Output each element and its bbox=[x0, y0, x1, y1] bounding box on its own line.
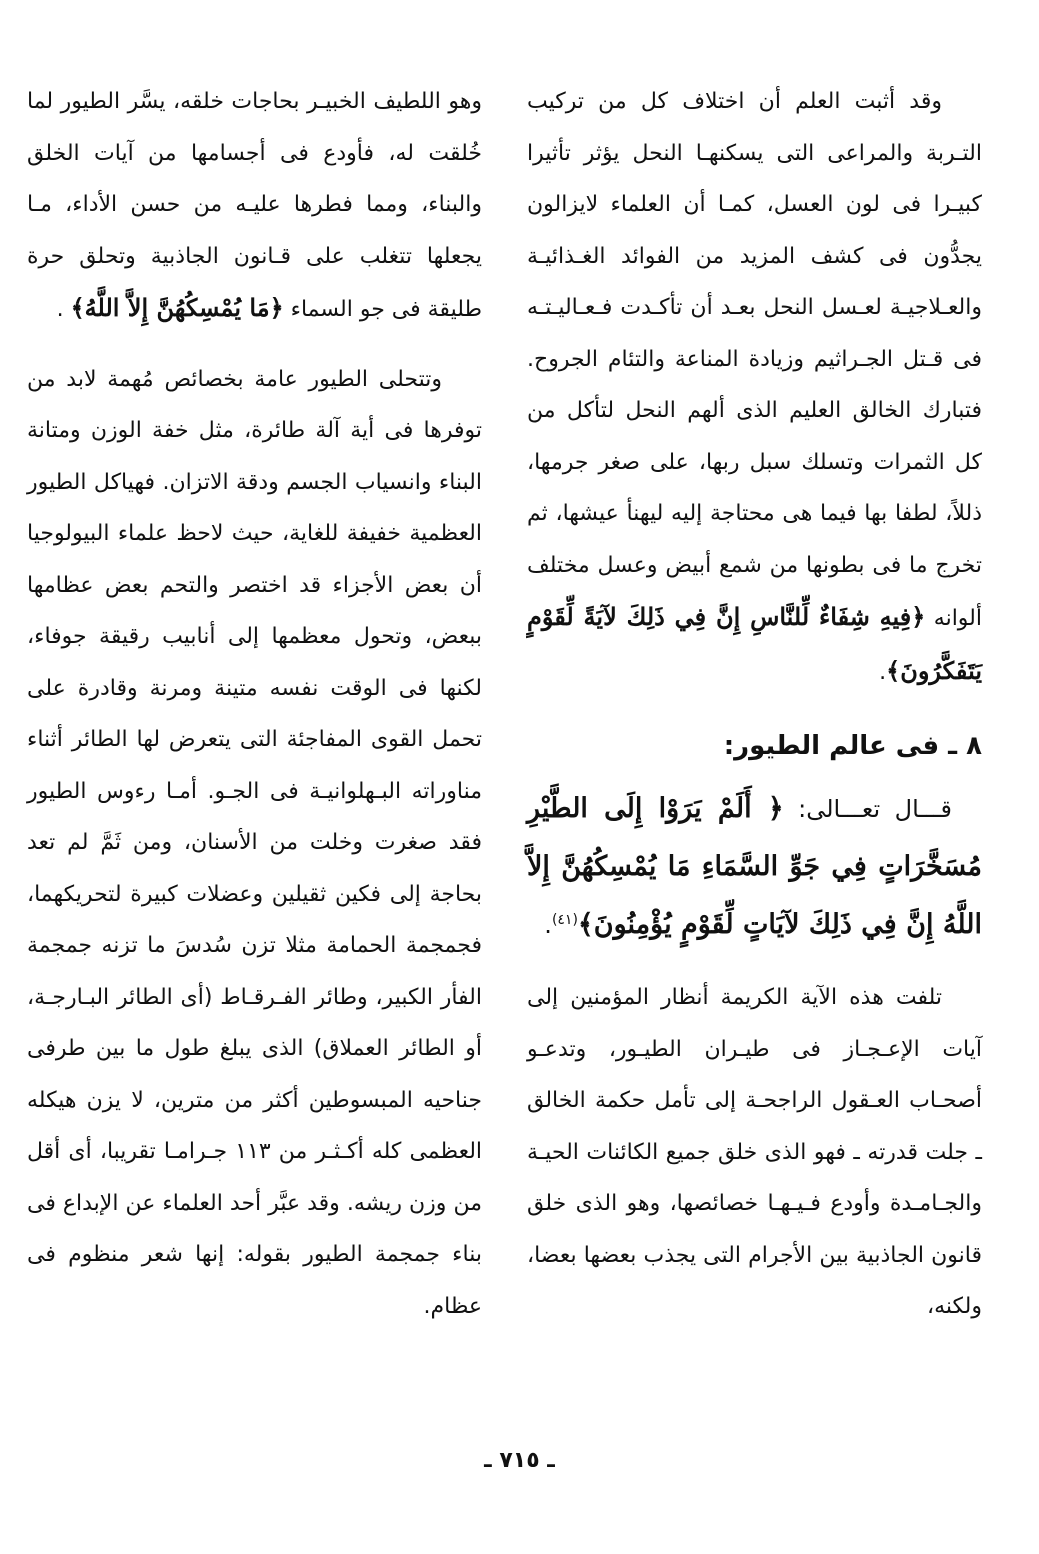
honey-paragraph-text: وقد أثبت العلم أن اختلاف كل من تركيب التـربة والمراعى التى يسكنهـا النحل يؤثر تأثيرا كبيـرا فى لون العسل، كمـا أن العلماء لايزالون يجدُّون فى كشف المزيد من الفوائد الغـذائيـة والعـلاجيـة لعـسل النحل بعـد أن تأكـدت فـعـاليـتـه فى قـتل الجـراثيم وزيادة المناعة والتئام الجروح. فتبارك الخالق العليم الذى ألهم النحل لتأكل من كل الثمرات وتسلك سبل ربها، على صغر جرمها، ذللاً، لطفا بها فيما هى محتاجة إليه ليهنأ عيشها، ثم تخرج ما فى بطونها من شمع أبيض وعسل مختلف ألوانه bbox=[527, 89, 982, 631]
spacer bbox=[27, 336, 482, 354]
honey-verse: ﴿فِيهِ شِفَاءٌ لِّلنَّاسِ إِنَّ فِي ذَلِكَ لآيَةً لِّقَوْمٍ يَتَفَكَّرُونَ﴾ bbox=[527, 602, 982, 685]
spacer bbox=[527, 954, 982, 972]
bird-skeleton-paragraph: وتتحلى الطيور عامة بخصائص مُهمة لابد من توفرها فى أية آلة طائرة، مثل خفة الوزن ومتانة البناء وانسياب الجسم ودقة الاتزان. فهياكل الطيور العظمية خفيفة للغاية، حيث لاحظ علماء البيولوجيا أن بعض الأجزاء قد اختصر والتحم بعض عظامها ببعض، وتحول معظمها إلى أنابيب رقيقة جوفاء، لكنها فى الوقت نفسه متينة ومرنة وقادرة على تحمل القوى المفاجئة التى يتعرض لها الطائر أثناء مناوراته البـهلوانيـة فى الجـو. أمـا رءوس الطيور فقد صغرت وخلت من الأسنان، ومن ثَمَّ لم تعد بحاجة إلى فكين ثقيلين وعضلات كبيرة لتحريكهما، فجمجمة الحمامة مثلا تزن سُدسَ ما تزنه جمجمة الفأر الكبير، وطائر الفـرقـاط (أى الطائر البـارجـة، أو الطائر العملاق) الذى يبلغ طول ما بين طرفى جناحيه المبسوطين أكثر من مترين، لا يزن هيكله العظمى كله أكـثـر من ١١٣ جـرامـا تقريبا، أى أقل من وزن ريشه. وقد عبَّر أحد العلماء عن الإبداع فى بناء جمجمة الطيور بقوله: إنها شعر منظوم فى عظام. bbox=[27, 366, 483, 1319]
quran-end: . bbox=[544, 911, 552, 939]
left-column bbox=[27, 76, 482, 1332]
honey-paragraph bbox=[527, 76, 982, 698]
gravity-verse: ﴿مَا يُمْسِكُهُنَّ إِلاَّ اللَّهُ﴾ bbox=[70, 293, 284, 322]
footnote-marker: (٤١) bbox=[551, 912, 578, 928]
section-heading: ٨ ـ فى عالم الطيور: bbox=[723, 731, 982, 761]
quran-verse: ﴿ أَلَمْ يَرَوْا إِلَى الطَّيْرِ مُسَخَّرَاتٍ فِي جَوِّ السَّمَاءِ مَا يُمْسِكُهُنَّ إِلاَّ اللَّهُ إِنَّ فِي ذَلِكَ لآيَاتٍ لِّقَوْمٍ يُؤْمِنُونَ﴾ bbox=[527, 793, 982, 940]
gravity-paragraph bbox=[27, 76, 482, 336]
honey-verse-end: . bbox=[879, 659, 887, 685]
gravity-paragraph-text: وهو اللطيف الخبيـر بحاجات خلقه، يسَّر الطيور لما خُلقت له، فأودع فى أجسامها من آيات الخلق والبناء، ومما فطرها عليـه من حسن الأداء، مـا يجعلها تتغلب على قـانون الجاذبية وتحلق حرة طليقة فى جو السماء bbox=[27, 89, 482, 322]
quran-intro: قـــال تعـــالى: bbox=[783, 795, 952, 823]
right-column bbox=[527, 76, 982, 1333]
gravity-verse-end: . bbox=[56, 297, 71, 322]
page-number: ـ ٧١٥ ـ bbox=[484, 1448, 555, 1473]
quran-quote bbox=[527, 780, 982, 954]
verse-commentary-paragraph: تلفت هذه الآية الكريمة أنظار المؤمنين إلى آيات الإعـجـاز فى طيـران الطيـور، وتدعـو أصحـاب العـقول الراجحـة إلى تأمل حكمة الخالق ـ جلت قدرته ـ فهو الذى خلق جميع الكائنات الحيـة والجـامـدة وأودع فـيـهـا خصائصها، وهو الذى خلق قانون الجاذبية بين الأجرام التى يجذب بعضها بعضا، ولكنه، bbox=[527, 985, 982, 1319]
